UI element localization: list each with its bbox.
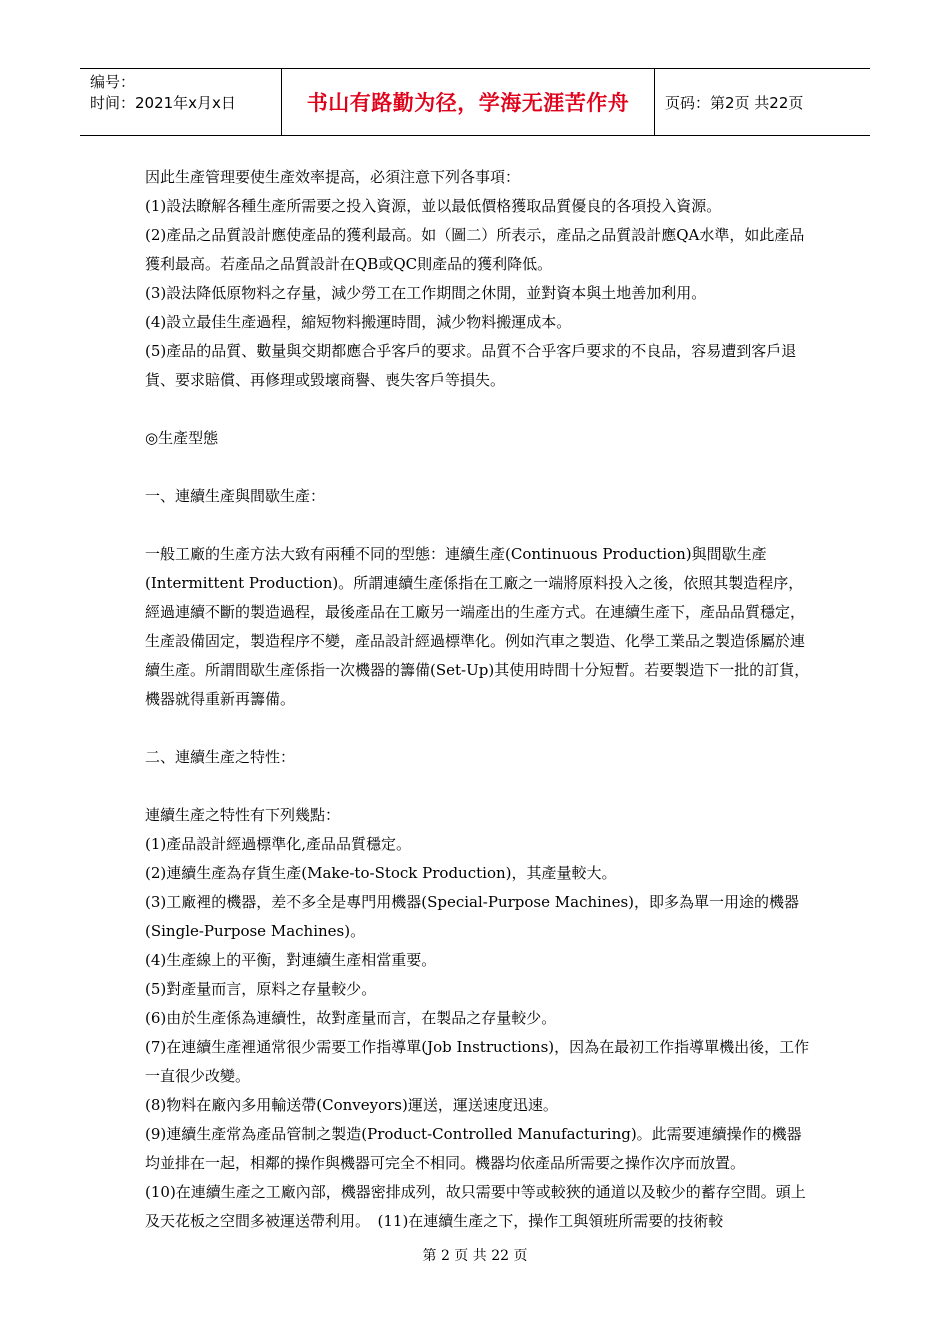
- paragraph: 因此生產管理要使生產效率提高，必須注意下列各事項：: [145, 168, 521, 186]
- paragraph: 連續生產之特性有下列幾點：: [145, 806, 341, 824]
- blank-line: [145, 511, 810, 540]
- blank-line: [145, 453, 810, 482]
- paragraph: (8)物料在廠內多用輸送帶(Conveyors)運送，運送速度迅速。: [145, 1096, 558, 1114]
- paragraph: (2)連續生產為存貨生產(Make-to-Stock Production)，其產量較大。: [145, 864, 617, 882]
- paragraph: (10)在連續生產之工廠內部，機器密排成列，故只需要中等或較狹的通道以及較少的蓄存空間。頭上及天花板之空間多被運送帶利用。 (11)在連續生產之下，操作工與領班所需要的技術較: [145, 1183, 806, 1230]
- paragraph: (5)產品的品質、數量與交期都應合乎客戶的要求。品質不合乎客戶要求的不良品，容易遭到客戶退貨、要求賠償、再修理或毀壞商譽、喪失客戶等損失。: [145, 342, 797, 389]
- header-page-cell: [655, 69, 870, 135]
- paragraph: (4)設立最佳生產過程，縮短物料搬運時間，減少物料搬運成本。: [145, 313, 572, 331]
- paragraph: 一般工廠的生產方法大致有兩種不同的型態：連續生產(Continuous Production)與間歇生產(Intermittent Production)。所謂連續生產係指在工廠之一端將原料投入之後，依照其製造程序，經過連續不斷的製造過程，最後產品在工廠另一端產出的生產方式。在連續生產下，產品品質穩定，生產設備固定，製造程序不變，產品設計經過標準化。例如汽車之製造、化學工業品之製造係屬於連續生產。所謂間歇生產係指一次機器的籌備(Set-Up)其使用時間十分短暫。若要製造下一批的訂貨，機器就得重新再籌備。: [145, 545, 810, 708]
- blank-line: [145, 772, 810, 801]
- paragraph: (7)在連續生產裡通常很少需要工作指導單(Job Instructions)，因為在最初工作指導單機出後，工作一直很少改變。: [145, 1038, 810, 1085]
- document-body: [145, 163, 810, 1236]
- blank-line: [145, 395, 810, 424]
- paragraph: (1)設法瞭解各種生產所需要之投入資源，並以最低價格獲取品質優良的各項投入資源。: [145, 197, 722, 215]
- paragraph: ◎生產型態: [145, 429, 219, 447]
- header-page-info: 页码：第2页 共22页: [665, 93, 804, 112]
- header-slogan-cell: [282, 69, 655, 135]
- paragraph: 二、連續生產之特性：: [145, 748, 296, 766]
- paragraph: (3)工廠裡的機器，差不多全是專門用機器(Special-Purpose Machines)，即多為單一用途的機器(Single-Purpose Machines)。: [145, 893, 800, 940]
- paragraph: (9)連續生產常為產品管制之製造(Product-Controlled Manufacturing)。此需要連續操作的機器均並排在一起，相鄰的操作與機器可完全不相同。機器均依產品所需要之操作次序而放置。: [145, 1125, 802, 1172]
- document-number-label: 编号：: [90, 73, 136, 91]
- document-header: [80, 68, 870, 136]
- paragraph: (1)產品設計經過標準化,產品品質穩定。: [145, 835, 412, 853]
- page-footer: [0, 1245, 950, 1265]
- paragraph: (2)產品之品質設計應使產品的獲利最高。如（圖二）所表示，產品之品質設計應QA水準，如此產品獲利最高。若產品之品質設計在QB或QC則產品的獲利降低。: [145, 226, 805, 273]
- header-slogan: 书山有路勤为径，学海无涯苦作舟: [306, 91, 630, 115]
- header-meta-cell: [80, 69, 282, 135]
- paragraph: (3)設法降低原物料之存量，減少勞工在工作期間之休閒，並對資本與土地善加利用。: [145, 284, 707, 302]
- document-time-label: 时间：2021年x月x日: [90, 94, 236, 112]
- blank-line: [145, 714, 810, 743]
- footer-page-number: 第 2 页 共 22 页: [422, 1248, 528, 1264]
- paragraph: (5)對產量而言，原料之存量較少。: [145, 980, 377, 998]
- paragraph: (4)生產線上的平衡，對連續生產相當重要。: [145, 951, 437, 969]
- paragraph: 一、連續生產與間歇生產：: [145, 487, 326, 505]
- paragraph: (6)由於生產係為連續性，故對產量而言，在製品之存量較少。: [145, 1009, 557, 1027]
